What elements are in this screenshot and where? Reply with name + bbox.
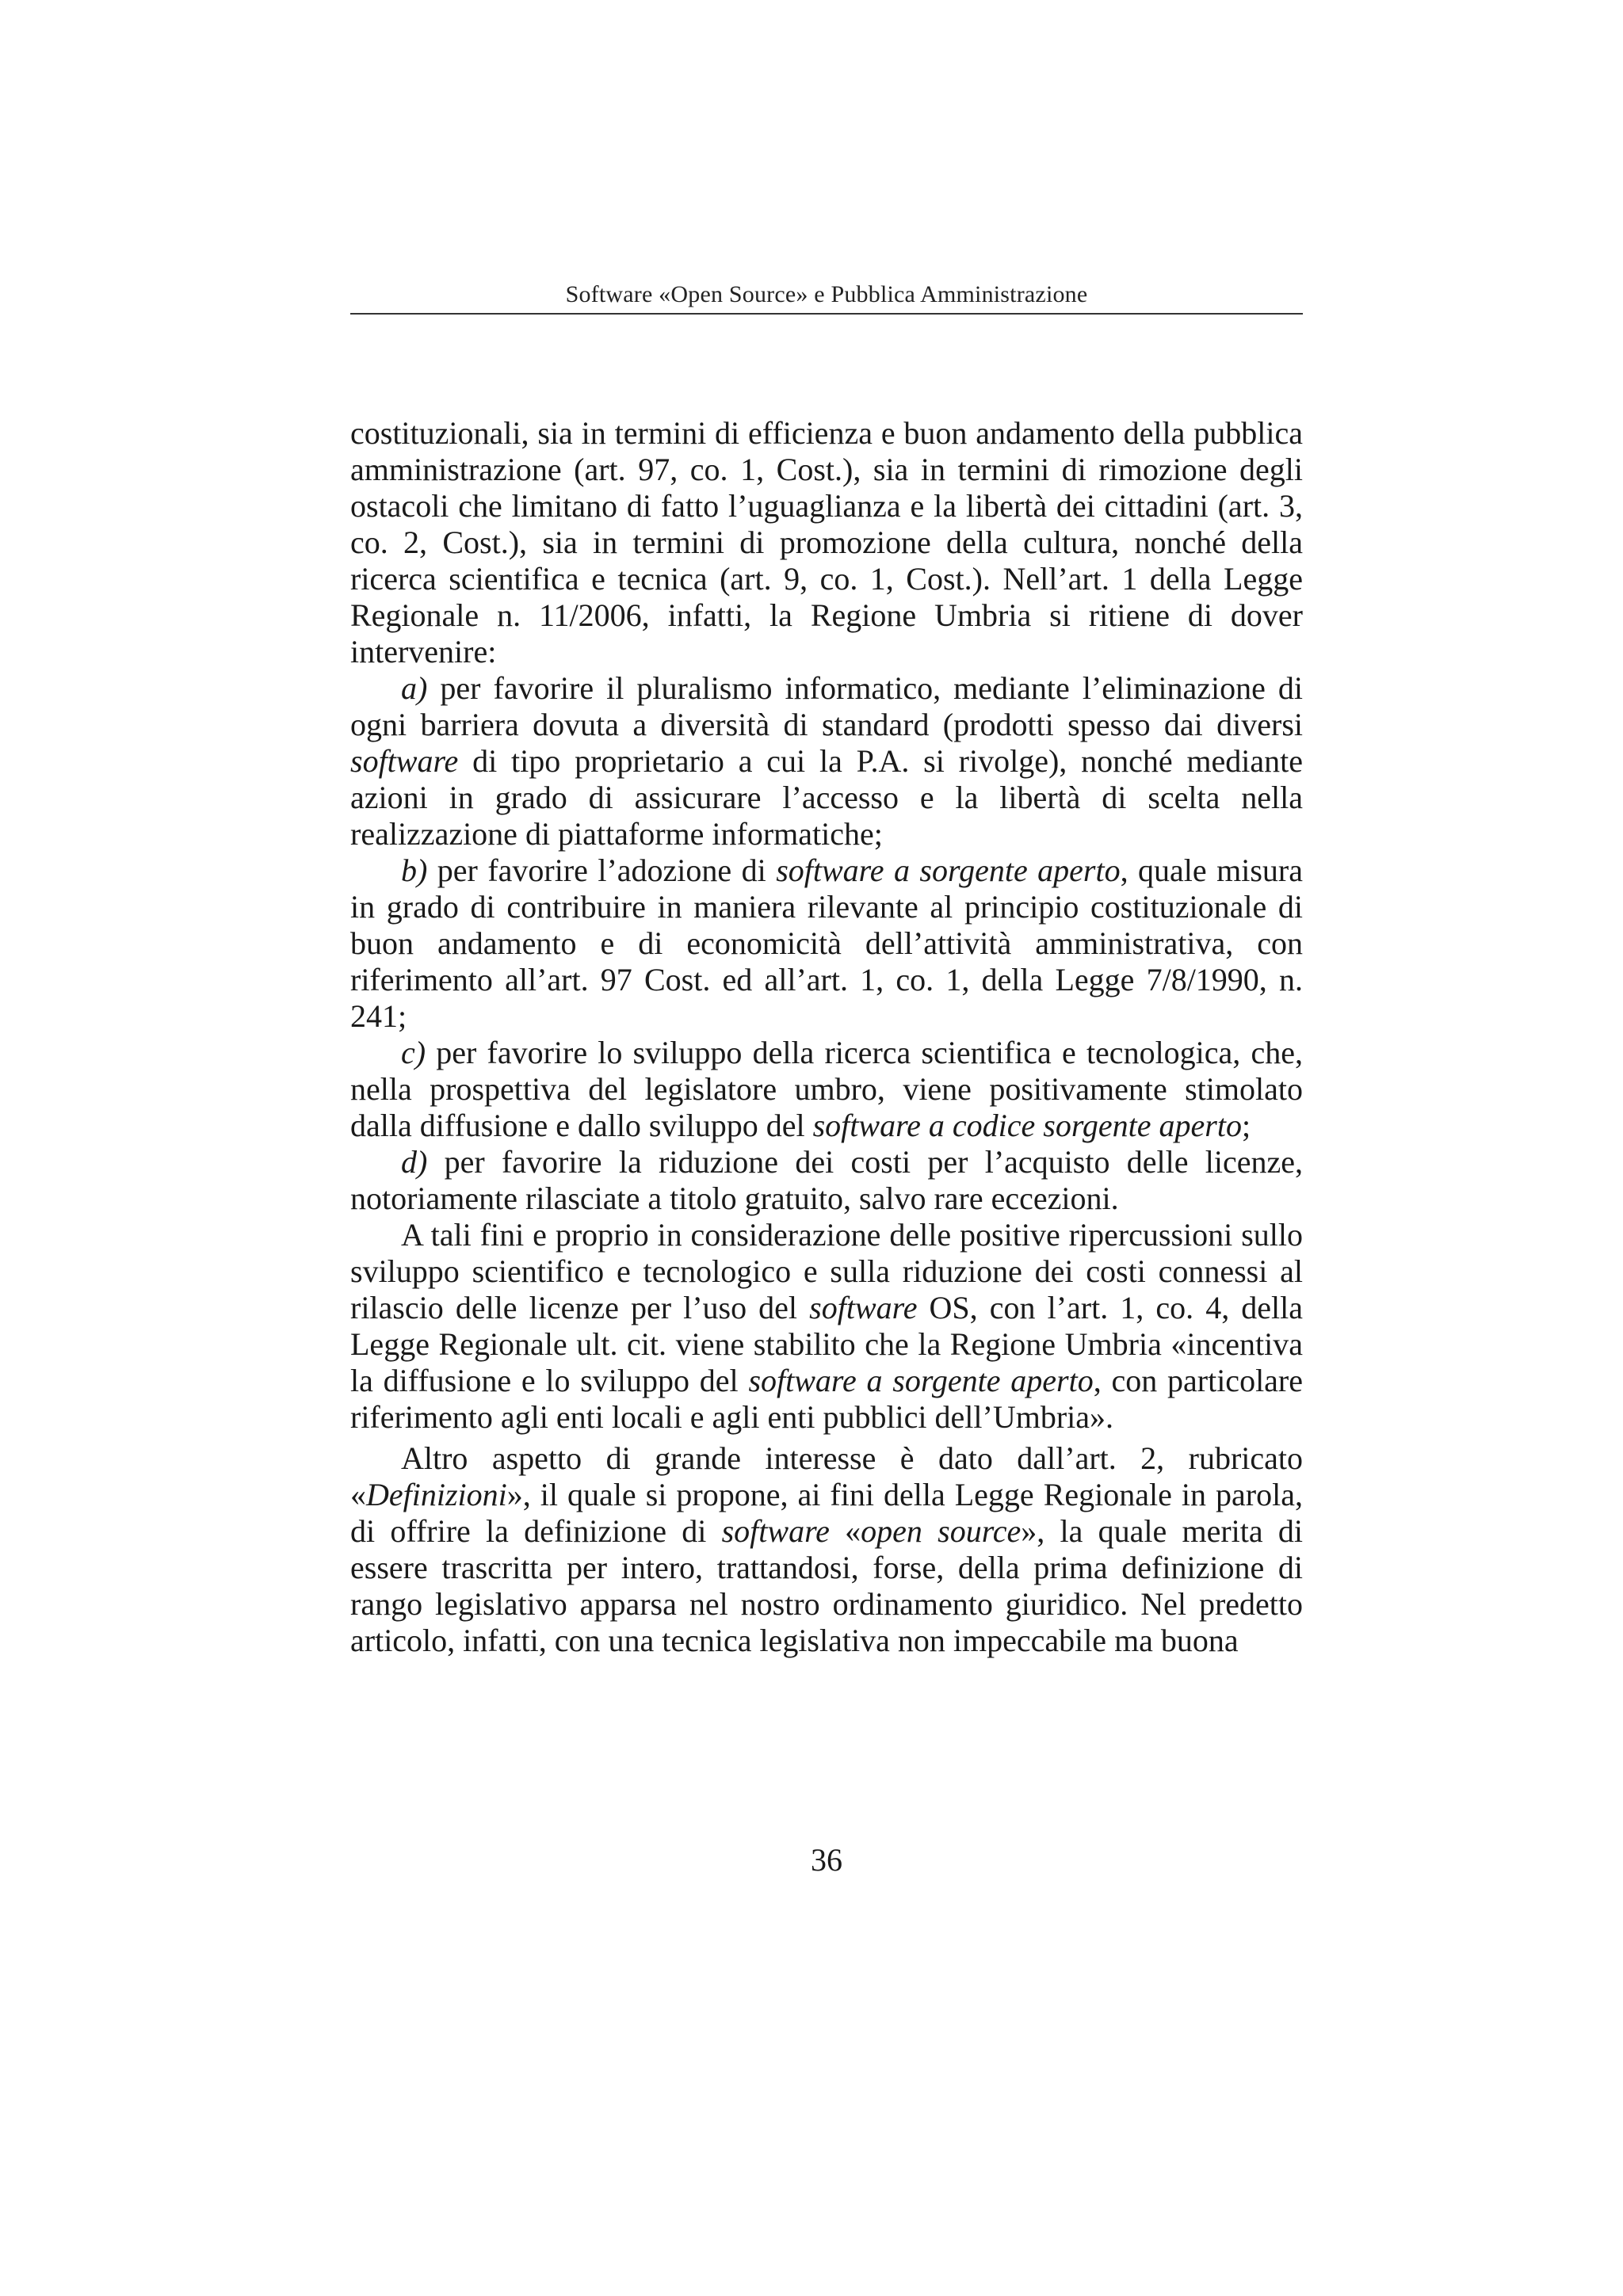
paragraph-aims-text-2: OS, con l’art. 1, co. 4, della Legge Regionale ult. cit. viene stabilito che la Regione Umbria «incentiva la diffusione e lo sviluppo del <box>350 1290 1304 1398</box>
list-label-d: d) <box>401 1144 428 1180</box>
paragraph-aims <box>350 1217 1303 1436</box>
paragraph-aims-text-3: , con particolare riferimento agli enti locali e agli enti pubblici dell’Umbria». <box>350 1363 1304 1435</box>
body-text <box>350 415 1303 1659</box>
list-item-d <box>350 1144 1303 1217</box>
paragraph-aims-text-1: A tali fini e proprio in considerazione delle positive ripercussioni sullo sviluppo scientifico e tecnologico e sulla riduzione dei costi connessi al rilascio delle licenze per l’uso del <box>350 1217 1303 1325</box>
list-text-b-1: per favorire l’adozione di <box>427 852 777 888</box>
paragraph-definitions-text-1: Altro aspetto di grande interesse è dato dall’art. 2, rubricato « <box>350 1440 1303 1512</box>
list-label-c: c) <box>401 1035 426 1070</box>
paragraph-definitions-text-4: », la quale merita di essere trascritta per intero, trattandosi, forse, della prima definizione di rango legislativo apparsa nel nostro ordinamento giuridico. Nel predetto articolo, infatti, con una tecnica legislativa non impeccabile ma buona <box>350 1513 1303 1658</box>
list-text-b-2: , quale misura in grado di contribuire in maniera rilevante al principio costituzionale di buon andamento e di economicità dell’attività amministrativa, con riferimento all’art. 97 Cost. ed all’art. 1, co. 1, della Legge 7/8/1990, n. 241; <box>350 852 1303 1034</box>
paragraph-definitions-italic-3: open source <box>861 1513 1022 1549</box>
list-item-b <box>350 852 1303 1035</box>
paragraph-definitions-text-2: », il quale si propone, ai fini della Legge Regionale in parola, di offrire la definizione di <box>350 1477 1303 1549</box>
list-label-a: a) <box>401 670 428 706</box>
paragraph-definitions-italic-2: software <box>721 1513 830 1549</box>
header-rule <box>350 313 1303 315</box>
list-text-a-1: per favorire il pluralismo informatico, mediante l’eliminazione di ogni barriera dovuta a diversità di standard (prodotti spesso dai diversi <box>350 670 1303 742</box>
paragraph-definitions-italic-1: Definizioni <box>366 1477 507 1512</box>
page-number: 36 <box>811 1842 842 1878</box>
list-label-b: b) <box>401 852 428 888</box>
paragraph-definitions-text-3: « <box>829 1513 861 1549</box>
list-text-d-1: per favorire la riduzione dei costi per l’acquisto delle licenze, notoriamente rilasciate a titolo gratuito, salvo rare eccezioni. <box>350 1144 1303 1216</box>
list-italic-a: software <box>350 743 459 779</box>
list-italic-b: software a sorgente aperto <box>776 852 1121 888</box>
paragraph-intro: costituzionali, sia in termini di efficienza e buon andamento della pubblica amministrazione (art. 97, co. 1, Cost.), sia in termini di rimozione degli ostacoli che limitano di fatto l’uguaglianza e la libertà dei cittadini (art. 3, co. 2, Cost.), sia in termini di promozione della cultura, nonché della ricerca scientifica e tecnica (art. 9, co. 1, Cost.). Nell’art. 1 della Legge Regionale n. 11/2006, infatti, la Regione Umbria si ritiene di dover intervenire: <box>350 415 1303 669</box>
list-text-a-2: di tipo proprietario a cui la P.A. si rivolge), nonché mediante azioni in grado di assicurare l’accesso e la libertà di scelta nella realizzazione di piattaforme informatiche; <box>350 743 1303 852</box>
list-item-c <box>350 1035 1303 1144</box>
list-italic-c: software a codice sorgente aperto <box>812 1108 1242 1143</box>
running-header: Software «Open Source» e Pubblica Amministrazione <box>565 281 1088 307</box>
list-text-c-1: per favorire lo sviluppo della ricerca scientifica e tecnologica, che, nella prospettiva del legislatore umbro, viene positivamente stimolato dalla diffusione e dallo sviluppo del <box>350 1035 1303 1143</box>
list-item-a <box>350 670 1303 852</box>
paragraph-definitions <box>350 1440 1303 1659</box>
paragraph-aims-italic-2: software a sorgente aperto <box>748 1363 1094 1398</box>
paragraph-aims-italic-1: software <box>809 1290 918 1325</box>
list-text-c-2: ; <box>1241 1108 1251 1143</box>
